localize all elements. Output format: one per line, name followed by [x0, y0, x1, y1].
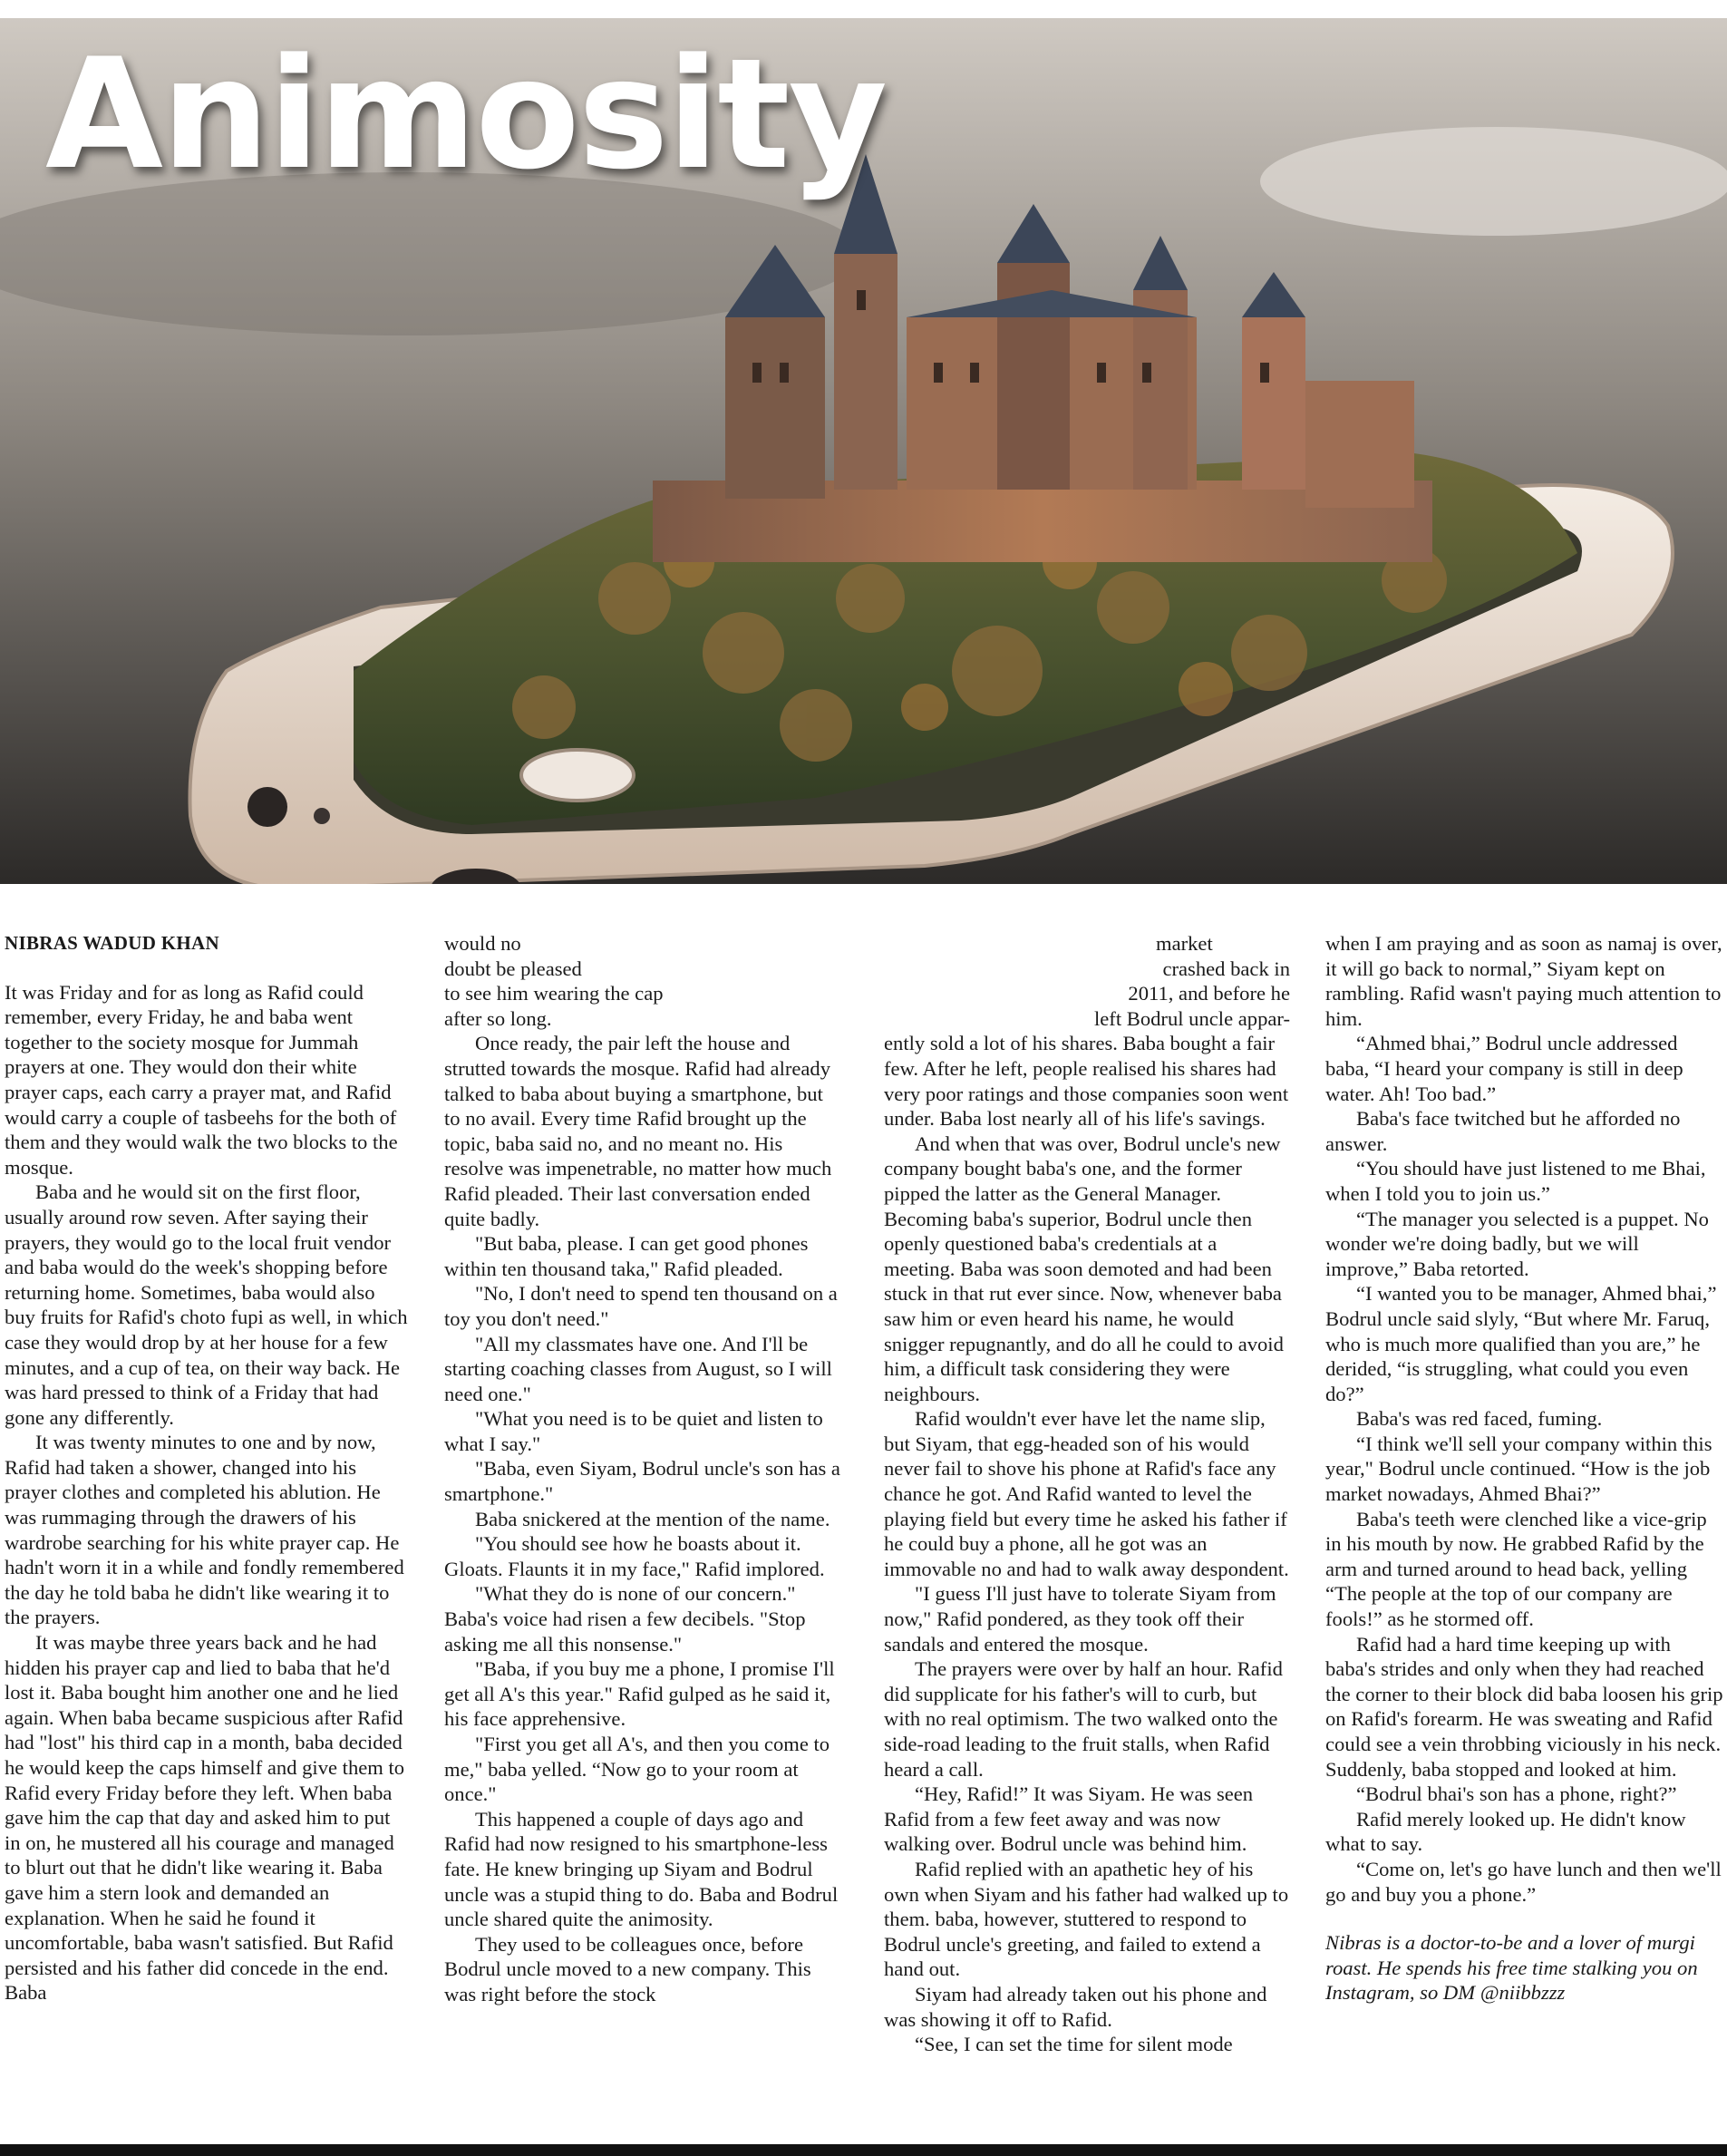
paragraph: Rafid wouldn't ever have let the name slip, but Siyam, that egg-headed son of his would never fail to shove his phone at Rafid's face any chance he got. And Rafid wanted to level the playing field but every time he asked his father if he could buy a phone, all he got was an immovable no and had to walk away despondent.	[884, 1407, 1289, 1580]
paragraph: "What they do is none of our concern." Baba's voice had risen a few decibels. "Stop asking me all this nonsense."	[444, 1582, 806, 1656]
paragraph: "What you need is to be quiet and listen to what I say."	[444, 1407, 823, 1455]
paragraph: The prayers were over by half an hour. Rafid did supplicate for his father's will to curb, but with no real optimism. The two walked onto the side-road leading to the fruit stalls, when Rafid heard a call.	[884, 1657, 1283, 1781]
paragraph: It was maybe three years back and he had hidden his prayer cap and lied to baba that he'd lost it. Baba bought him another one and he lied again. When baba became suspicious after Rafid had "lost" his third cap in a month, baba decided he would keep the caps himself and give them to Rafid every Friday before they left. When baba gave him the cap that day and asked him to put in on, he mustered all his courage and managed to blurt out that he didn't like wearing it. Baba gave him a stern look and demanded an explanation. When he said he found it uncomfortable, baba wasn't satisfied. But Rafid persisted and his father did concede in the end. Baba	[5, 1631, 405, 2005]
hero-illustration	[0, 18, 1727, 884]
paragraph: "All my classmates have one. And I'll be starting coaching classes from August, so I will need one."	[444, 1332, 832, 1405]
text-line: after so long.	[444, 1006, 552, 1030]
paragraph: “I think we'll sell your company within this year," Bodrul uncle continued. “How is the job market nowadays, Ahmed Bhai?”	[1325, 1432, 1712, 1506]
paragraph: "First you get all A's, and then you come to me," baba yelled. “Now go to your room at once."	[444, 1733, 830, 1806]
paragraph: They used to be colleagues once, before Bodrul uncle moved to a new company. This was right before the stock	[444, 1932, 811, 2005]
top-margin	[0, 0, 1727, 18]
column-2	[444, 931, 843, 2007]
paragraph: And when that was over, Bodrul uncle's new company bought baba's one, and the former pipped the latter as the General Manager. Becoming baba's superior, Bodrul uncle then openly questioned baba's credentials at a meeting. Baba was soon demoted and had been stuck in that rut ever since. Now, whenever baba saw him or even heard his name, he would snigger repugnantly, and do all he could to avoid him, a difficult task considering they were neighbours.	[884, 1131, 1284, 1405]
paragraph: Baba's teeth were clenched like a vice-grip in his mouth by now. He grabbed Rafid by the arm and turned around to head back, yelling “The people at the top of our company are fools!” as he stormed off.	[1325, 1507, 1707, 1631]
paragraph: when I am praying and as soon as namaj is over, it will go back to normal,” Siyam kept on rambling. Rafid wasn't paying much attention to him.	[1325, 932, 1722, 1030]
author-bio: Nibras is a doctor-to-be and a lover of murgi roast. He spends his free time stalking you on Instagram, so DM @niibbzzz	[1325, 1931, 1698, 2005]
paragraph: "Baba, even Siyam, Bodrul uncle's son has a smartphone."	[444, 1457, 840, 1506]
paragraph: "You should see how he boasts about it. Gloats. Flaunts it in my face," Rafid implored.	[444, 1532, 825, 1580]
paragraph: ently sold a lot of his shares. Baba bought a fair few. After he left, people realised his shares had very poor ratings and those companies soon went under. Baba lost nearly all of his life's savings.	[884, 1032, 1289, 1131]
paragraph: It was Friday and for as long as Rafid could remember, every Friday, he and baba went together to the society mosque for Jummah prayers at one. They would don their white prayer caps, each carry a prayer mat, and Rafid would carry a couple of tasbeehs for the both of them and they would walk the two blocks to the mosque.	[5, 980, 398, 1179]
column-1	[5, 931, 411, 2005]
paragraph: Baba's face twitched but he afforded no answer.	[1325, 1107, 1681, 1155]
paragraph: Rafid replied with an apathetic hey of his own when Siyam and his father had walked up to them. baba, however, stuttered to respond to Bodrul uncle's greeting, and failed to extend a hand out.	[884, 1857, 1289, 1981]
paragraph: Rafid had a hard time keeping up with baba's strides and only when they had reached the corner to their block did baba loosen his grip on Rafid's forearm. He was sweating and Rafid could see a vein throbbing viciously in his neck. Suddenly, baba stopped and looked at him.	[1325, 1632, 1723, 1781]
paragraph: Once ready, the pair left the house and strutted towards the mosque. Rafid had already talked to baba about buying a smartphone, but to no avail. Every time Rafid brought up the topic, baba said no, and no meant no. His resolve was impenetrable, no matter how much Rafid pleaded. Their last conversation ended quite badly.	[444, 1032, 832, 1230]
text-line: to see him wearing the cap	[444, 982, 664, 1005]
paragraph: “Come on, let's go have lunch and then we'll go and buy you a phone.”	[1325, 1857, 1722, 1906]
paragraph: “Bodrul bhai's son has a phone, right?”	[1356, 1782, 1677, 1806]
text-line: market	[1156, 932, 1213, 955]
text-line: would no	[444, 932, 521, 955]
paragraph: This happened a couple of days ago and Rafid had now resigned to his smartphone-less fate. He knew bringing up Siyam and Bodrul uncle was a stupid thing to do. Baba and Bodrul uncle shared quite the animosity.	[444, 1807, 839, 1931]
paragraph: Baba's was red faced, fuming.	[1356, 1407, 1603, 1431]
text-line: doubt be pleased	[444, 957, 582, 980]
paragraph: “Hey, Rafid!” It was Siyam. He was seen Rafid from a few feet away and was now walking over. Bodrul uncle was behind him.	[884, 1782, 1254, 1856]
paragraph: "I guess I'll just have to tolerate Siyam from now," Rafid pondered, as they took off their sandals and entered the mosque.	[884, 1582, 1276, 1656]
paragraph: “Ahmed bhai,” Bodrul uncle addressed baba, “I heard your company is still in deep water. Ah! Too bad.”	[1325, 1032, 1683, 1105]
byline: NIBRAS WADUD KHAN	[5, 932, 219, 954]
column-3	[884, 931, 1290, 2057]
paragraph: “See, I can set the time for silent mode	[915, 2033, 1233, 2056]
paragraph: "But baba, please. I can get good phones within ten thousand taka," Rafid pleaded.	[444, 1232, 809, 1280]
text-line: left Bodrul uncle appar-	[1094, 1006, 1290, 1030]
paragraph: Rafid merely looked up. He didn't know what to say.	[1325, 1807, 1686, 1856]
paragraph: It was twenty minutes to one and by now, Rafid had taken a shower, changed into his prayer clothes and completed his ablution. He was rummaging through the drawers of his wardrobe searching for his white prayer cap. He hadn't worn it in a while and fondly remembered the day he told baba he didn't like wearing it to the prayers.	[5, 1431, 404, 1629]
paragraph: “The manager you selected is a puppet. No wonder we're doing badly, but we will improve,” Baba retorted.	[1325, 1207, 1709, 1280]
paragraph: Siyam had already taken out his phone and was showing it off to Rafid.	[884, 1982, 1267, 2031]
paragraph: "No, I don't need to spend ten thousand on a toy you don't need."	[444, 1282, 838, 1330]
bottom-rule	[0, 2144, 1727, 2156]
column-4	[1325, 931, 1724, 2005]
paragraph: "Baba, if you buy me a phone, I promise I'll get all A's this year." Rafid gulped as he said it, his face apprehensive.	[444, 1657, 835, 1731]
paragraph: Baba snickered at the mention of the name.	[475, 1507, 830, 1530]
story-title: Animosity	[45, 25, 887, 203]
paragraph: Baba and he would sit on the first floor, usually around row seven. After saying their prayers, they would go to the local fruit vendor and baba would do the week's shopping before returning home. Sometimes, baba would also buy fruits for Rafid's choto fupi as well, in which case they would drop by at her house for a few minutes, and a cup of tea, on their way back. He was hard pressed to think of a Friday that had gone any differently.	[5, 1180, 408, 1429]
text-line: crashed back in	[1162, 957, 1290, 980]
paragraph: “I wanted you to be manager, Ahmed bhai,” Bodrul uncle said slyly, “But where Mr. Faruq, who is much more qualified than you are,” he derided, “is struggling, what could you even do?”	[1325, 1282, 1717, 1405]
text-line: 2011, and before he	[1128, 982, 1290, 1005]
paragraph: “You should have just listened to me Bhai, when I told you to join us.”	[1325, 1157, 1706, 1205]
